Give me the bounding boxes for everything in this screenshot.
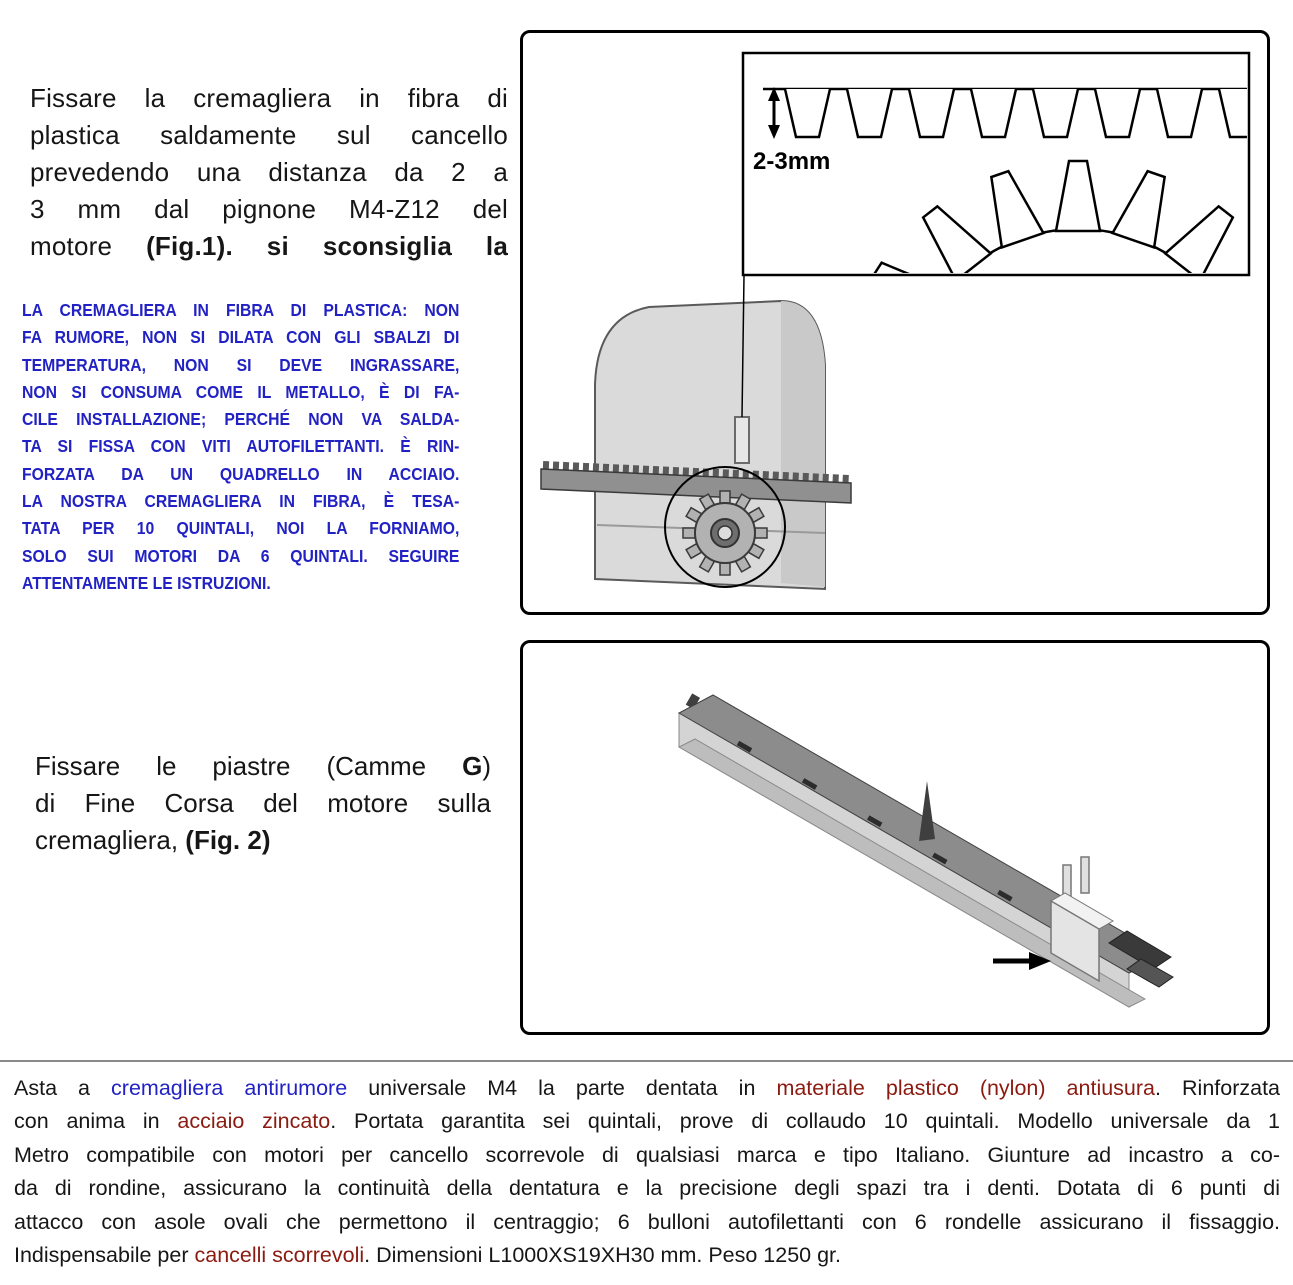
fig1-illustration [523, 33, 1267, 612]
description-text: Indispensabile per [14, 1243, 195, 1268]
intro-line: Fissare la cremagliera in fibra di [30, 83, 508, 113]
fig2-caption-line [35, 748, 491, 785]
description-line [14, 1239, 1280, 1272]
features-line: SOLO SUI MOTORI DA 6 QUINTALI. SEGUIRE [22, 545, 460, 566]
inset-pinion-teeth [865, 161, 1267, 573]
description-highlight-maroon: cancelli scorrevoli [194, 1243, 365, 1268]
features-line: ATTENTAMENTE LE ISTRUZIONI. [22, 572, 271, 593]
caption-bold: G [462, 751, 483, 781]
features-line: TA SI FISSA CON VITI AUTOFILETTANTI. È RIN- [22, 436, 460, 457]
features-line: NON SI CONSUMA COME IL METALLO, È DI FA- [22, 381, 460, 402]
intro-line: prevedendo una distanza da 2 a [30, 157, 508, 187]
intro-line-last [30, 228, 508, 265]
fig2-caption [35, 748, 491, 859]
description-highlight-maroon: materiale plastico (nylon) antiusura [776, 1076, 1156, 1100]
caption-text: cremagliera, [35, 825, 186, 855]
caption-text: Fissare le piastre (Camme [35, 751, 463, 781]
description-highlight-maroon: acciaio zincato [177, 1109, 331, 1134]
features-line: LA NOSTRA CREMAGLIERA IN FIBRA, È TESA- [22, 491, 460, 512]
fig2-caption-line [35, 822, 491, 859]
description-text: universale M4 la parte dentata in [347, 1076, 777, 1100]
separator-rule [0, 1060, 1293, 1062]
description-text: . Dimensioni L1000XS19XH30 mm. Peso 1250 gr. [364, 1243, 842, 1268]
joint-fin [919, 781, 935, 841]
intro-line: 3 mm dal pignone M4-Z12 del [30, 194, 508, 224]
features-line: FORZATA DA UN QUADRELLO IN ACCIAIO. [22, 463, 460, 484]
caption-text: ) [482, 751, 491, 781]
description-line [14, 1072, 1280, 1105]
motor-release-slot [735, 417, 749, 463]
description-text: . Rinforzata [1155, 1076, 1281, 1100]
intro-last-normal: motore [30, 231, 147, 261]
description-line: attacco con asole ovali che permettono il centraggio; 6 bulloni autofilettanti con 6 rondelle assicurano il fissaggio. [14, 1209, 1280, 1234]
description-line: Metro compatibile con motori per cancello scorrevole di qualsiasi marca e tipo Italiano. Giunture ad incastro a co- [14, 1142, 1280, 1167]
features-line: TEMPERATURA, NON SI DEVE INGRASSARE, [22, 354, 460, 375]
fig2-caption-line: di Fine Corsa del motore sulla [35, 788, 491, 818]
intro-line: plastica saldamente sul cancello [30, 120, 508, 150]
description-line [14, 1105, 1280, 1138]
fig2-box [520, 640, 1270, 1035]
description-text: . Portata garantita sei quintali, prove di collaudo 10 quintali. Modello universale da 1 [330, 1109, 1280, 1134]
fig2-illustration [523, 643, 1267, 1032]
description-text: Asta a [14, 1076, 112, 1100]
intro-last-bold: (Fig.1). si sconsiglia la [146, 231, 509, 261]
caption-bold: (Fig. 2) [185, 825, 271, 855]
features-paragraph [22, 297, 459, 597]
features-line: LA CREMAGLIERA IN FIBRA DI PLASTICA: NON [22, 300, 460, 320]
features-line: FA RUMORE, NON SI DILATA CON GLI SBALZI DI [22, 327, 460, 348]
gap-label: 2-3mm [753, 148, 831, 175]
description-line: da di rondine, assicurano la continuità della dentatura e la precisione degli spazi tra i denti. Dotata di 6 punti di [14, 1176, 1280, 1201]
description-highlight-blue: cremagliera antirumore [111, 1076, 348, 1100]
features-line: TATA PER 10 QUINTALI, NOI LA FORNIAMO, [22, 518, 460, 539]
fig1-box [520, 30, 1270, 615]
description-text: con anima in [14, 1109, 178, 1134]
description-paragraph [14, 1072, 1280, 1272]
intro-paragraph [30, 80, 508, 265]
features-line: CILE INSTALLAZIONE; PERCHÉ NON VA SALDA- [22, 409, 460, 430]
